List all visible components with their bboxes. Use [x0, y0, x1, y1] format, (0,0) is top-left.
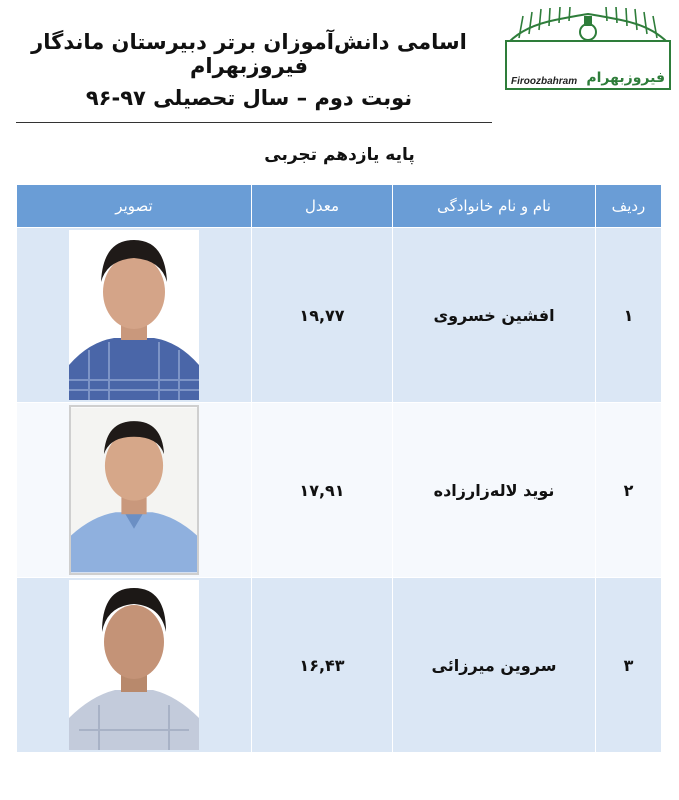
- table-row: [17, 403, 662, 578]
- col-header-average: معدل: [252, 185, 393, 228]
- logo-farsi: فیروزبهرام: [586, 70, 665, 86]
- row-rank: ۲: [596, 403, 662, 578]
- school-logo: [505, 6, 671, 90]
- row-name: نوید لاله‌زارزاده: [393, 403, 596, 578]
- row-rank: ۱: [596, 228, 662, 403]
- row-average: ۱۷,۹۱: [252, 403, 393, 578]
- col-header-rank: ردیف: [596, 185, 662, 228]
- row-photo-cell: [17, 228, 252, 403]
- row-name: سروین میرزائی: [393, 578, 596, 753]
- col-header-photo: تصویر: [17, 185, 252, 228]
- students-table: [16, 184, 662, 753]
- section-title: پایه یازدهم تجربی: [264, 145, 415, 165]
- table-row: [17, 228, 662, 403]
- student-photo: [69, 230, 199, 400]
- logo-latin: Firoozbahram: [511, 76, 578, 87]
- page-title: اسامی دانش‌آموزان برتر دبیرستان ماندگار فیروزبهرام: [31, 30, 467, 78]
- table-header-row: [17, 185, 662, 228]
- header-divider: [16, 122, 492, 123]
- student-photo: [69, 405, 199, 575]
- col-header-name: نام و نام خانوادگی: [393, 185, 596, 228]
- row-name: افشین خسروی: [393, 228, 596, 403]
- table-row: [17, 578, 662, 753]
- row-average: ۱۶,۴۳: [252, 578, 393, 753]
- row-rank: ۳: [596, 578, 662, 753]
- row-average: ۱۹,۷۷: [252, 228, 393, 403]
- student-photo: [69, 580, 199, 750]
- row-photo-cell: [17, 578, 252, 753]
- page-subtitle: نوبت دوم – سال تحصیلی ۹۷-۹۶: [85, 86, 413, 110]
- row-photo-cell: [17, 403, 252, 578]
